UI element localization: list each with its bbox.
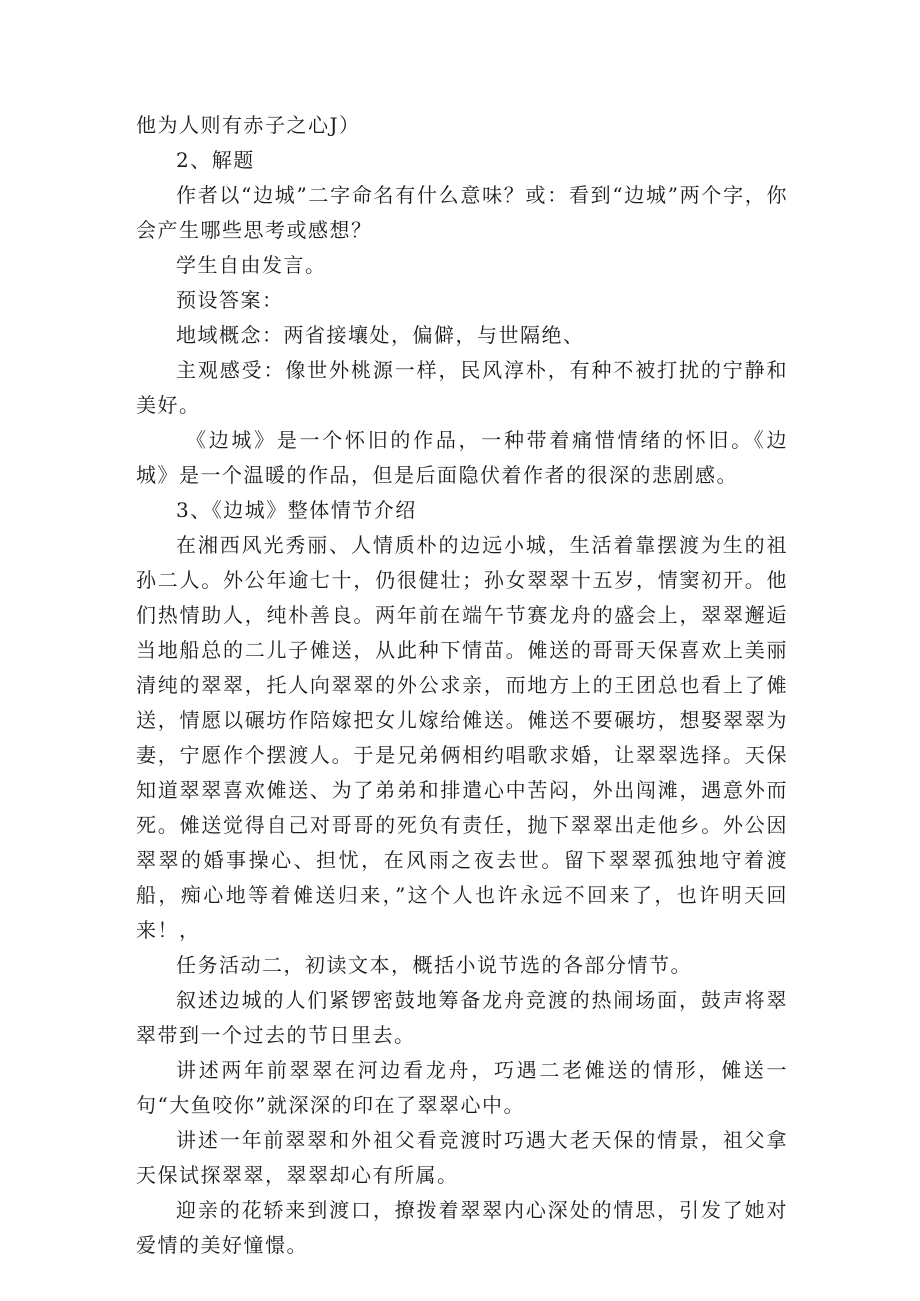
paragraph-nostalgia: 《边城》是一个怀旧的作品，一种带着痛惜情绪的怀旧。《边城》是一个温暖的作品，但是后面隐伏着作者的很深的悲剧感。 <box>136 428 788 487</box>
paragraph-question: 作者以“边城”二字命名有什么意味？或：看到“边城”两个字，你会产生哪些思考或感想？ <box>136 183 788 242</box>
paragraph-region-concept: 地域概念：两省接壤处，偏僻，与世隔绝、 <box>176 323 585 347</box>
section-heading-plot: 3、《边城》整体情节介绍 <box>176 498 417 522</box>
paragraph-wedding-sedan: 迎亲的花轿来到渡口，撩拨着翠翠内心深处的情思，引发了她对爱情的美好憧憬。 <box>136 1198 788 1257</box>
paragraph-task-two: 任务活动二，初读文本，概括小说节选的各部分情节。 <box>176 953 692 977</box>
paragraph-preset-answer: 预设答案： <box>176 288 284 312</box>
paragraph-two-years-ago: 讲述两年前翠翠在河边看龙舟，巧遇二老傩送的情形，傩送一句“大鱼咬你”就深深的印在了翠翠心中。 <box>136 1058 788 1117</box>
paragraph-continuation: 他为人则有赤子之心J） <box>136 113 361 137</box>
paragraph-one-year-ago: 讲述一年前翠翠和外祖父看竞渡时巧遇大老天保的情景，祖父拿天保试探翠翠，翠翠却心有所属。 <box>136 1128 788 1187</box>
paragraph-subjective-feeling: 主观感受：像世外桃源一样，民风淳朴，有种不被打扰的宁静和美好。 <box>136 358 788 417</box>
paragraph-student-speak: 学生自由发言。 <box>176 253 327 277</box>
paragraph-plot-summary: 在湘西风光秀丽、人情质朴的边远小城，生活着靠摆渡为生的祖孙二人。外公年逾七十，仍很健壮；孙女翠翠十五岁，情窦初开。他们热情助人，纯朴善良。两年前在端午节赛龙舟的盛会上，翠翠邂逅当地船总的二儿子傩送，从此种下情苗。傩送的哥哥天保喜欢上美丽清纯的翠翠，托人向翠翠的外公求亲，而地方上的王团总也看上了傩送，情愿以碾坊作陪嫁把女儿嫁给傩送。傩送不要碾坊，想娶翠翠为妻，宁愿作个摆渡人。于是兄弟俩相约唱歌求婚，让翠翠选择。天保知道翠翠喜欢傩送、为了弟弟和排遣心中苦闷，外出闯滩，遇意外而死。傩送觉得自己对哥哥的死负有责任，抛下翠翠出走他乡。外公因翠翠的婚事操心、担忧，在风雨之夜去世。留下翠翠孤独地守着渡船，痴心地等着傩送归来，”这个人也许永远不回来了，也许明天回来！， <box>136 533 788 942</box>
paragraph-dragon-boat: 叙述边城的人们紧锣密鼓地筹备龙舟竞渡的热闹场面，鼓声将翠翠带到一个过去的节日里去。 <box>136 988 788 1047</box>
document-body <box>136 108 788 1263</box>
section-heading-jieti: 2、解题 <box>176 148 255 172</box>
